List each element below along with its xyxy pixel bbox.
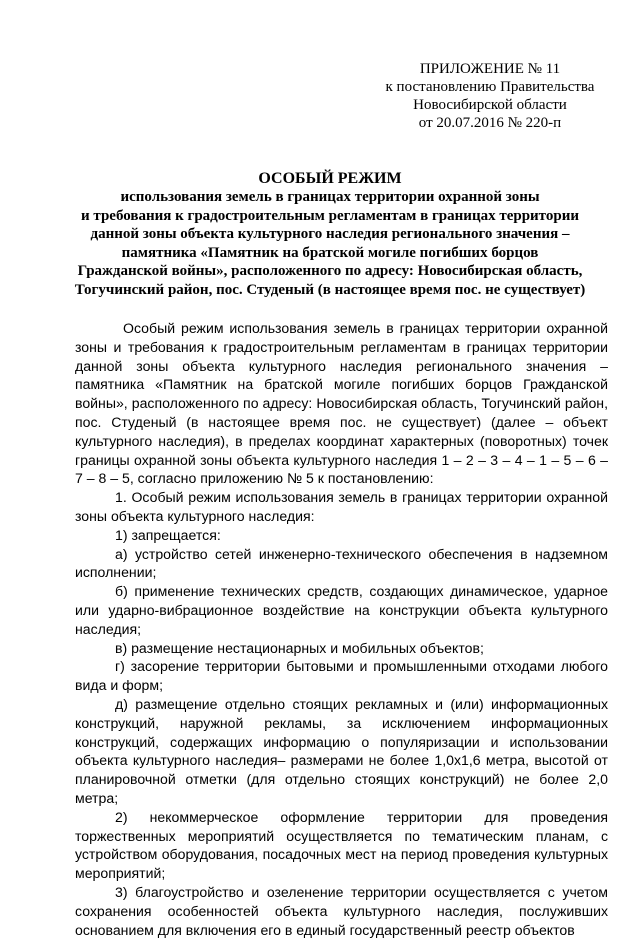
item-g-paragraph: г) засорение территории бытовыми и промышленными отходами любого вида и форм; — [75, 658, 608, 694]
appendix-date: от 20.07.2016 № 220-п — [418, 115, 562, 131]
item-a-paragraph: а) устройство сетей инженерно-технического обеспечения в надземном исполнении; — [75, 545, 608, 581]
document-title — [40, 169, 620, 300]
subsection-2-paragraph: 2) некоммерческое оформление территории для проведения торжественных мероприятий осуществляется по тематическим планам, с устройством оборудования, посадочных мест на период проведения культурных мероприятий; — [75, 808, 608, 882]
document-body — [75, 319, 608, 939]
subsection-1-paragraph: 1) запрещается: — [115, 526, 221, 543]
item-b-paragraph: б) применение технических средств, создающих динамическое, ударное или ударно-вибрационное воздействие на конструкции объекта культурного наследия; — [75, 583, 608, 637]
section-1-paragraph: 1. Особый режим использования земель в границах территории охранной зоны объекта культурного наследия: — [75, 489, 608, 524]
intro-paragraph: Особый режим использования земель в границах территории охранной зоны и требования к градостроительным регламентам в границах территории данной зоны объекта культурного наследия регионального значения – памятника «Памятник на братской могиле погибших борцов Гражданской войны», расположенного по адресу: Новосибирская область, Тогучинский район, пос. Студеный (в настоящее время пос. не существует) (далее – объект культурного наследия), в пределах координат характерных (поворотных) точек границы охранной зоны объекта культурного наследия 1 – 2 – 3 – 4 – 1 – 5 – 6 – 7 – 8 – 5, согласно приложению № 5 к постановлению: — [75, 320, 608, 487]
item-d-paragraph: д) размещение отдельно стоящих рекламных и (или) информационных конструкций, наружной рекламы, за исключением информационных конструкций, содержащих информацию о популяризации и использовании объекта культурного наследия– размерами не более 1,0х1,6 метра, высотой от планировочной отметки (для отдельно стоящих конструкций) не более 2,0 метра; — [75, 695, 608, 806]
appendix-resolution: к постановлению Правительства — [385, 79, 595, 95]
title-line: памятника «Памятник на братской могиле погибших борцов — [121, 244, 539, 261]
title-line: данной зоны объекта культурного наследия регионального значения – — [90, 226, 570, 243]
appendix-region: Новосибирской области — [413, 97, 567, 113]
title-main: ОСОБЫЙ РЕЖИМ — [258, 170, 402, 187]
title-line: и требования к градостроительным регламентам в границах территории — [81, 207, 579, 224]
title-line: использования земель в границах территории охранной зоны — [120, 189, 540, 205]
title-line: Тогучинский район, пос. Студеный (в настоящее время пос. не существует) — [74, 281, 586, 298]
appendix-number: ПРИЛОЖЕНИЕ № 11 — [419, 61, 561, 77]
appendix-header — [360, 60, 620, 132]
title-line: Гражданской войны», расположенного по адресу: Новосибирская область, — [77, 263, 583, 280]
subsection-3-paragraph: 3) благоустройство и озеленение территории осуществляется с учетом сохранения особенностей объекта культурного наследия, послуживших основанием для включения его в единый государственный реестр объектов — [75, 883, 608, 938]
item-v-paragraph: в) размещение нестационарных и мобильных объектов; — [115, 639, 484, 656]
